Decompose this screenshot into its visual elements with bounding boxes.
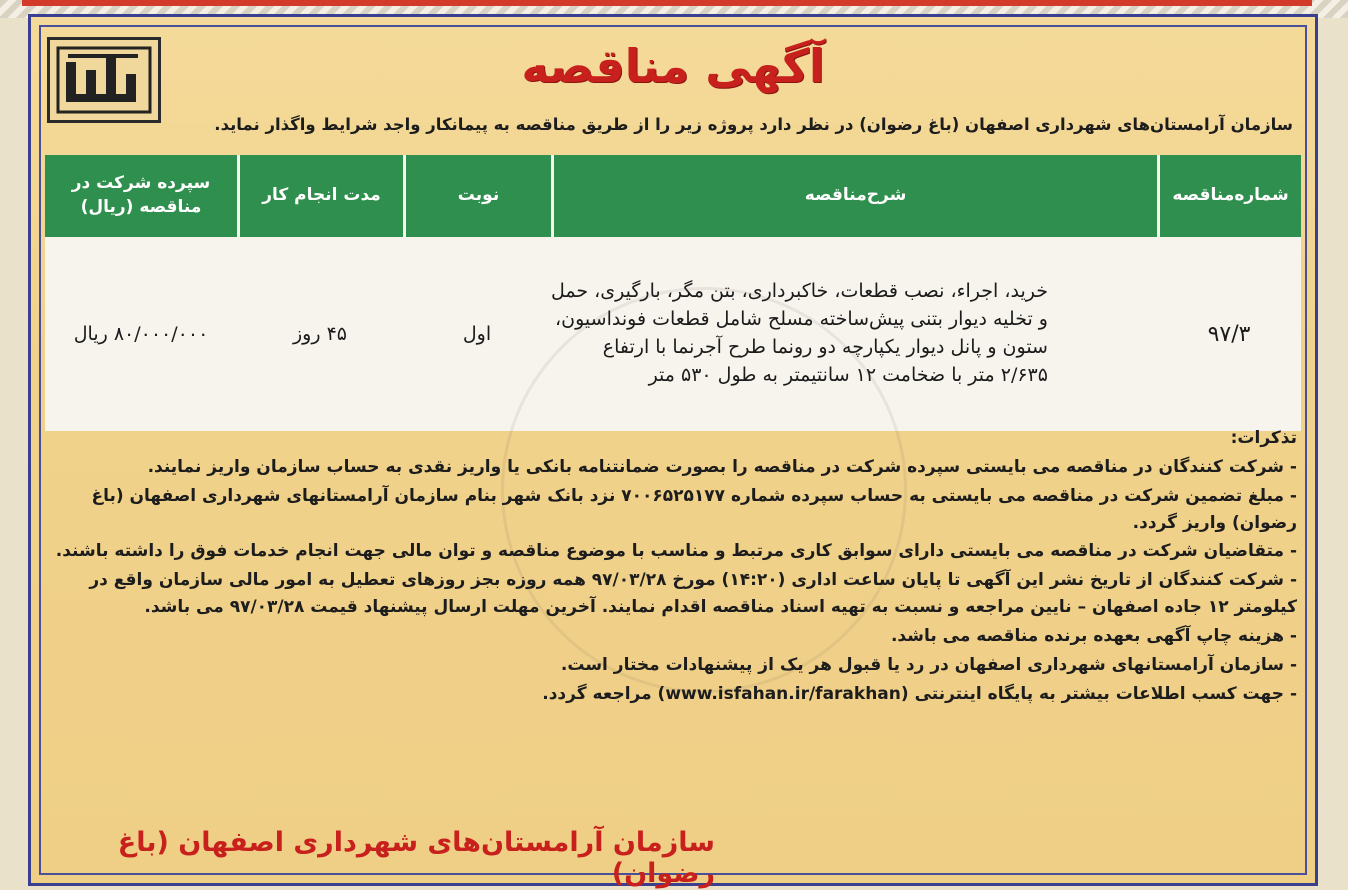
header-turn: نوبت [403,155,551,237]
page-title: آگهی مناقصه [521,39,825,93]
note-item: - شرکت کنندگان در مناقصه می بایستی سپرده شرکت در مناقصه را بصورت ضمانتنامه بانکی یا واریز نقدی به حساب سازمان واریز نمایند. [147,456,1297,477]
header-description: شرح‌مناقصه [551,155,1157,237]
note-item: - سازمان آرامستانهای شهرداری اصفهان در رد یا قبول هر یک از پیشنهادات مختار است. [560,654,1297,675]
notes-header: تذکرات: [1230,428,1297,448]
intro-text: سازمان آرامستان‌های شهرداری اصفهان (باغ رضوان) در نظر دارد پروژه زیر را از طریق مناقصه به پیمانکار واجد شرایط واگذار نماید. [214,115,1293,134]
paper-red-edge [22,0,1312,6]
header-number: شماره‌مناقصه [1157,155,1301,237]
footer-organization: سازمان آرامستان‌های شهرداری اصفهان (باغ رضوان) [117,827,715,889]
advertisement-frame [28,14,1318,889]
cell-number: ۹۷/۳ [1207,321,1251,347]
table-header-row [45,155,1301,237]
note-item: - متقاضیان شرکت در مناقصه می بایستی دارای سوابق کاری مرتبط و مناسب با موضوع مناقصه و توان مالی جهت انجام خدمات فوق را داشته باشند. [55,541,1297,562]
description-line: خرید، اجراء، نصب قطعات، خاکبرداری، بتن مگر، بارگیری، حمل [551,280,1048,303]
cell-description [551,237,1157,431]
cell-duration: ۴۵ روز [293,323,347,345]
note-item: - هزینه چاپ آگهی بعهده برنده مناقصه می باشد. [890,626,1297,647]
description-line: ستون و پانل دیوار یکپارچه دو رونما طرح آجرنما با ارتفاع [602,336,1048,358]
table-row [45,237,1301,431]
header-deposit: سپرده شرکت در مناقصه (ریال) [45,155,237,237]
cell-deposit: ۸۰/۰۰۰/۰۰۰ ریال [73,323,209,345]
description-line: ۲/۶۳۵ متر با ضخامت ۱۲ سانتیمتر به طول ۵۳۰ متر [648,363,1048,386]
note-item: - شرکت کنندگان از تاریخ نشر این آگهی تا پایان ساعت اداری (۱۴:۲۰) مورخ ۹۷/۰۳/۲۸ همه روزه بجز روزهای تعطیل به امور مالی سازمان واقع در کیلومتر ۱۲ جاده اصفهان – نایین مراجعه و نسبت به تهیه اسناد مناقصه اقدام نمایند. آخرین مهلت ارسال پیشنهاد قیمت ۹۷/۰۳/۲۸ می باشد. [89,570,1297,618]
tender-table [45,155,1301,431]
note-item: - مبلغ تضمین شرکت در مناقصه می بایستی به حساب سپرده شماره ۷۰۰۶۵۲۵۱۷۷ نزد بانک شهر بنام سازمان آرامستانهای شهرداری اصفهان (باغ رضوان) واریز گردد. [91,485,1297,533]
header-duration: مدت انجام کار [237,155,403,237]
cell-turn: اول [462,323,492,345]
notes-section [47,425,1297,710]
description-line: و تخلیه دیوار بتنی پیش‌ساخته مسلح شامل قطعات فونداسیون، [555,308,1048,331]
note-item: - جهت کسب اطلاعات بیشتر به پایگاه اینترنتی (www.isfahan.ir/farakhan) مراجعه گردد. [542,683,1297,704]
